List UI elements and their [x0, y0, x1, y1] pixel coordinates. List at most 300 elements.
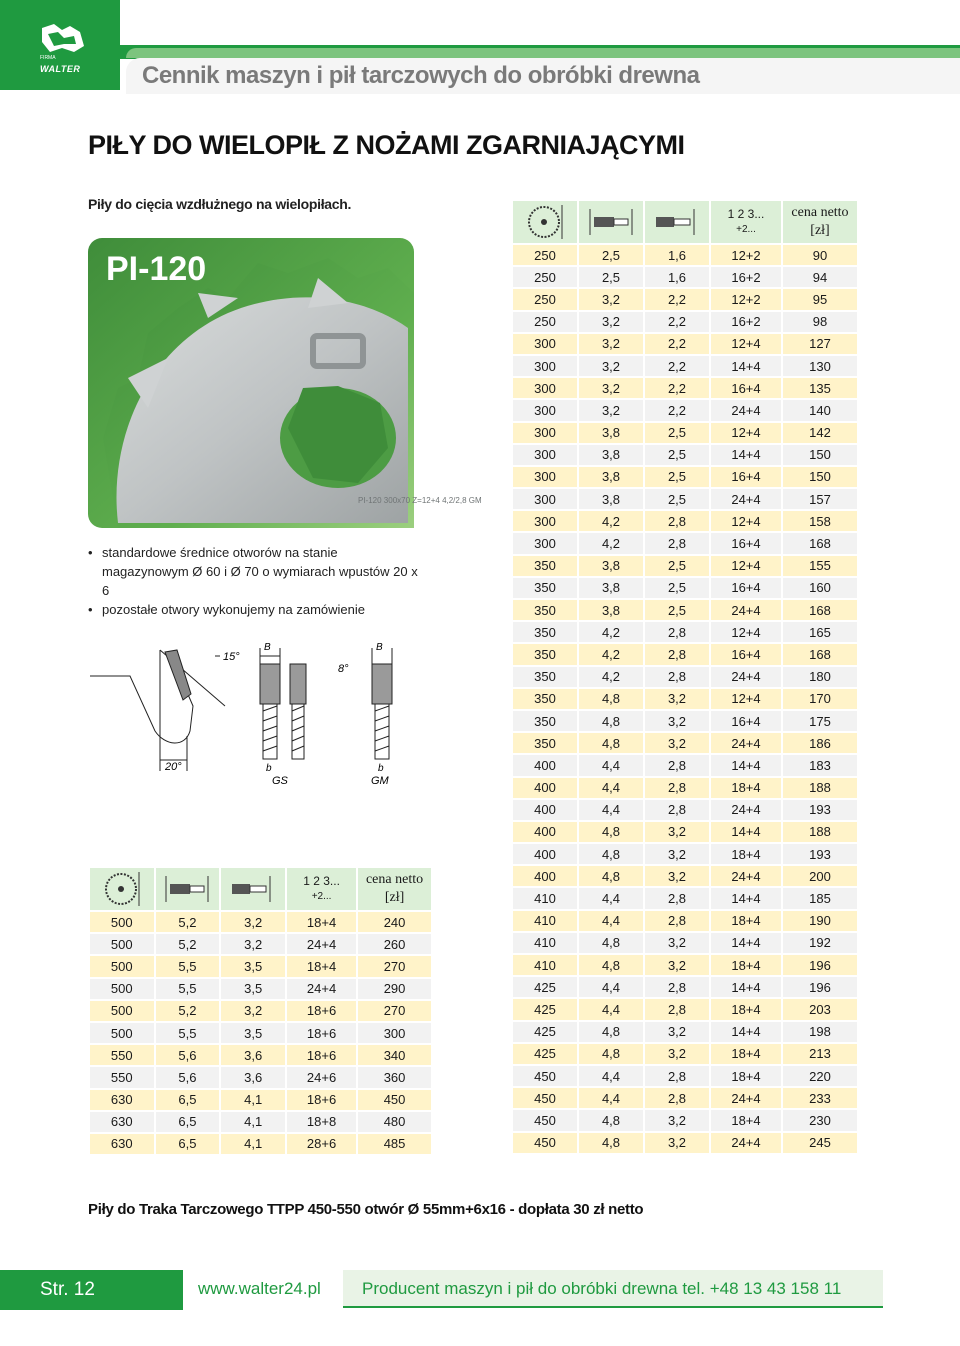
cell-teeth: 24+4	[711, 1133, 781, 1153]
cell-price: 233	[783, 1088, 857, 1108]
cell-price: 158	[783, 511, 857, 531]
cell-diameter: 425	[513, 1022, 577, 1042]
teeth-count-icon: 1 2 3... +2...	[303, 874, 340, 902]
cell-body: 4,1	[221, 1090, 285, 1110]
table-row	[513, 667, 857, 687]
header-teeth	[711, 201, 781, 243]
cell-teeth: 28+6	[287, 1134, 356, 1154]
cell-diameter: 410	[513, 933, 577, 953]
header-price: cena netto [zł]	[783, 201, 857, 243]
table-row	[513, 911, 857, 931]
cell-diameter: 400	[513, 800, 577, 820]
kerf-width-icon	[160, 874, 214, 904]
cell-body: 3,2	[221, 1001, 285, 1021]
cell-price: 127	[783, 334, 857, 354]
walter-logo[interactable]	[0, 0, 120, 90]
cell-teeth: 24+4	[711, 733, 781, 753]
cell-body: 2,8	[645, 511, 709, 531]
cell-kerf: 4,8	[579, 844, 643, 864]
cell-kerf: 4,2	[579, 511, 643, 531]
cell-teeth: 24+4	[711, 800, 781, 820]
cell-teeth: 14+4	[711, 888, 781, 908]
cell-teeth: 12+4	[711, 511, 781, 531]
cell-price: 168	[783, 644, 857, 664]
cell-kerf: 4,4	[579, 888, 643, 908]
cell-price: 98	[783, 312, 857, 332]
cell-teeth: 14+4	[711, 977, 781, 997]
cell-price: 220	[783, 1066, 857, 1086]
cell-price: 245	[783, 1133, 857, 1153]
cell-body: 3,2	[645, 844, 709, 864]
cell-price: 95	[783, 289, 857, 309]
cell-kerf: 5,2	[156, 912, 220, 932]
cell-body: 3,2	[645, 711, 709, 731]
table-row	[90, 934, 431, 954]
cell-diameter: 350	[513, 622, 577, 642]
cell-teeth: 16+4	[711, 467, 781, 487]
cell-diameter: 550	[90, 1067, 154, 1087]
table-row	[90, 1067, 431, 1087]
cell-price: 188	[783, 822, 857, 842]
table-row	[513, 533, 857, 553]
cell-kerf: 4,8	[579, 1110, 643, 1130]
cell-kerf: 4,4	[579, 755, 643, 775]
cell-teeth: 14+4	[711, 822, 781, 842]
cell-body: 4,1	[221, 1112, 285, 1132]
cell-teeth: 18+4	[287, 956, 356, 976]
cell-diameter: 350	[513, 667, 577, 687]
header-kerf	[579, 201, 643, 243]
cell-diameter: 300	[513, 489, 577, 509]
cell-diameter: 300	[513, 423, 577, 443]
header-kerf	[156, 868, 220, 910]
cell-kerf: 3,8	[579, 600, 643, 620]
cell-kerf: 2,5	[579, 245, 643, 265]
table-row	[90, 1134, 431, 1154]
dim-label: B	[264, 642, 271, 653]
cell-diameter: 425	[513, 977, 577, 997]
price-table-large	[88, 866, 433, 1156]
cell-kerf: 4,8	[579, 733, 643, 753]
cell-body: 3,2	[645, 822, 709, 842]
cell-diameter: 350	[513, 689, 577, 709]
table-row	[513, 866, 857, 886]
table-row	[513, 755, 857, 775]
cell-body: 2,2	[645, 334, 709, 354]
cell-price: 198	[783, 1022, 857, 1042]
cell-price: 480	[358, 1112, 431, 1132]
cell-body: 3,2	[645, 955, 709, 975]
table-row	[90, 956, 431, 976]
cell-kerf: 4,8	[579, 822, 643, 842]
cell-diameter: 630	[90, 1134, 154, 1154]
cell-teeth: 18+4	[287, 912, 356, 932]
table-row	[90, 1001, 431, 1021]
cell-kerf: 5,2	[156, 1001, 220, 1021]
cell-teeth: 12+4	[711, 622, 781, 642]
cell-kerf: 3,8	[579, 423, 643, 443]
cell-teeth: 12+4	[711, 689, 781, 709]
table-row	[513, 334, 857, 354]
cell-price: 90	[783, 245, 857, 265]
cell-body: 2,5	[645, 445, 709, 465]
cell-kerf: 5,5	[156, 1023, 220, 1043]
cell-teeth: 14+4	[711, 1022, 781, 1042]
cell-price: 150	[783, 467, 857, 487]
cell-teeth: 18+4	[711, 955, 781, 975]
angle-label: 8°	[338, 663, 349, 675]
cell-body: 2,8	[645, 1088, 709, 1108]
cell-diameter: 400	[513, 844, 577, 864]
table-row	[513, 423, 857, 443]
cell-kerf: 4,8	[579, 689, 643, 709]
cell-body: 3,2	[221, 912, 285, 932]
cell-diameter: 300	[513, 356, 577, 376]
cell-kerf: 3,2	[579, 400, 643, 420]
cell-body: 3,2	[645, 866, 709, 886]
cell-teeth: 16+4	[711, 533, 781, 553]
cell-kerf: 4,8	[579, 955, 643, 975]
cell-diameter: 410	[513, 911, 577, 931]
section-heading: PIŁY DO WIELOPIŁ Z NOŻAMI ZGARNIAJĄCYMI	[88, 130, 685, 160]
cell-kerf: 5,6	[156, 1045, 220, 1065]
cell-diameter: 250	[513, 267, 577, 287]
table-row	[513, 556, 857, 576]
cell-price: 360	[358, 1067, 431, 1087]
cell-price: 160	[783, 578, 857, 598]
cell-teeth: 12+4	[711, 556, 781, 576]
table-row	[513, 445, 857, 465]
cell-kerf: 4,4	[579, 800, 643, 820]
cell-diameter: 450	[513, 1066, 577, 1086]
cell-diameter: 450	[513, 1133, 577, 1153]
cell-price: 300	[358, 1023, 431, 1043]
cell-kerf: 4,4	[579, 911, 643, 931]
cell-kerf: 3,2	[579, 356, 643, 376]
cell-body: 2,8	[645, 755, 709, 775]
cell-body: 1,6	[645, 245, 709, 265]
cell-kerf: 5,2	[156, 934, 220, 954]
table-row	[513, 822, 857, 842]
cell-diameter: 500	[90, 979, 154, 999]
header-tab-edge	[126, 48, 960, 58]
cell-price: 240	[358, 912, 431, 932]
header-body	[221, 868, 285, 910]
cell-teeth: 18+4	[711, 844, 781, 864]
cell-teeth: 16+4	[711, 644, 781, 664]
cell-teeth: 18+4	[711, 1044, 781, 1064]
cell-diameter: 350	[513, 711, 577, 731]
header-teeth	[287, 868, 356, 910]
body-thickness-icon	[226, 874, 280, 904]
cell-kerf: 4,8	[579, 1044, 643, 1064]
table-row	[513, 644, 857, 664]
cell-price: 196	[783, 977, 857, 997]
cell-kerf: 5,6	[156, 1067, 220, 1087]
cell-diameter: 630	[90, 1090, 154, 1110]
cell-diameter: 425	[513, 999, 577, 1019]
table-row	[513, 289, 857, 309]
gs-label: GS	[272, 775, 288, 787]
cell-body: 1,6	[645, 267, 709, 287]
page-number: Str. 12	[40, 1279, 95, 1300]
cell-kerf: 6,5	[156, 1112, 220, 1132]
cell-body: 2,8	[645, 999, 709, 1019]
table-row	[513, 400, 857, 420]
footer-page-box	[0, 1270, 183, 1310]
cell-teeth: 18+4	[711, 911, 781, 931]
table-row	[513, 955, 857, 975]
cell-price: 450	[358, 1090, 431, 1110]
table-row	[513, 245, 857, 265]
table-row	[513, 578, 857, 598]
cell-body: 2,5	[645, 467, 709, 487]
cell-diameter: 300	[513, 334, 577, 354]
table-row	[513, 711, 857, 731]
saw-blade-icon	[522, 202, 568, 242]
cell-price: 192	[783, 933, 857, 953]
cell-diameter: 250	[513, 289, 577, 309]
cell-teeth: 14+4	[711, 356, 781, 376]
website-link[interactable]: www.walter24.pl	[198, 1279, 321, 1298]
dim-label: B	[376, 642, 383, 653]
cell-body: 2,5	[645, 556, 709, 576]
table-row	[90, 1023, 431, 1043]
header-diameter	[90, 868, 154, 910]
cell-kerf: 6,5	[156, 1134, 220, 1154]
table-row	[513, 489, 857, 509]
cell-teeth: 16+4	[711, 711, 781, 731]
cell-kerf: 4,4	[579, 999, 643, 1019]
cell-teeth: 18+4	[711, 999, 781, 1019]
cell-body: 2,5	[645, 578, 709, 598]
cell-price: 270	[358, 956, 431, 976]
cell-diameter: 500	[90, 934, 154, 954]
cell-teeth: 18+8	[287, 1112, 356, 1132]
cell-teeth: 24+4	[711, 600, 781, 620]
cell-teeth: 18+6	[287, 1045, 356, 1065]
cell-body: 3,2	[645, 1110, 709, 1130]
cell-diameter: 350	[513, 578, 577, 598]
cell-diameter: 350	[513, 644, 577, 664]
cell-diameter: 425	[513, 1044, 577, 1064]
cell-body: 2,2	[645, 289, 709, 309]
cell-price: 165	[783, 622, 857, 642]
cell-diameter: 250	[513, 245, 577, 265]
table-row	[513, 1022, 857, 1042]
cell-body: 2,8	[645, 800, 709, 820]
cell-price: 186	[783, 733, 857, 753]
cell-price: 188	[783, 778, 857, 798]
cell-teeth: 24+4	[711, 1088, 781, 1108]
table-row	[513, 1044, 857, 1064]
table-row	[513, 689, 857, 709]
cell-price: 140	[783, 400, 857, 420]
cell-kerf: 4,8	[579, 933, 643, 953]
cell-diameter: 300	[513, 445, 577, 465]
teeth-count-icon: 1 2 3... +2...	[727, 207, 765, 235]
cell-body: 2,8	[645, 911, 709, 931]
table-row	[513, 467, 857, 487]
cell-kerf: 3,8	[579, 489, 643, 509]
cell-body: 3,5	[221, 956, 285, 976]
cell-body: 3,2	[645, 1133, 709, 1153]
cell-body: 3,2	[645, 1022, 709, 1042]
cell-body: 3,6	[221, 1045, 285, 1065]
dim-label: b	[378, 763, 384, 774]
cell-teeth: 16+4	[711, 378, 781, 398]
cell-body: 2,2	[645, 356, 709, 376]
section-subtitle: Piły do cięcia wzdłużnego na wielopiłach.	[88, 196, 352, 212]
cell-diameter: 350	[513, 733, 577, 753]
table-row	[513, 378, 857, 398]
page-title: Cennik maszyn i pił tarczowych do obróbki drewna	[142, 62, 700, 89]
cell-price: 190	[783, 911, 857, 931]
cell-teeth: 14+4	[711, 933, 781, 953]
cell-body: 3,5	[221, 1023, 285, 1043]
cell-teeth: 24+6	[287, 1067, 356, 1087]
cell-teeth: 24+4	[711, 400, 781, 420]
cell-price: 150	[783, 445, 857, 465]
cell-teeth: 24+4	[287, 979, 356, 999]
cell-teeth: 12+2	[711, 289, 781, 309]
cell-teeth: 18+4	[711, 1110, 781, 1130]
cell-kerf: 4,2	[579, 644, 643, 664]
cell-kerf: 4,4	[579, 977, 643, 997]
header-price: cena netto [zł]	[358, 868, 431, 910]
table-row	[90, 912, 431, 932]
table-row	[513, 312, 857, 332]
cell-diameter: 400	[513, 822, 577, 842]
cell-kerf: 2,5	[579, 267, 643, 287]
cell-teeth: 18+6	[287, 1001, 356, 1021]
table-row	[513, 933, 857, 953]
cell-diameter: 350	[513, 600, 577, 620]
cell-teeth: 12+4	[711, 334, 781, 354]
cell-price: 340	[358, 1045, 431, 1065]
table-row	[90, 1090, 431, 1110]
cell-body: 2,8	[645, 888, 709, 908]
cell-price: 168	[783, 533, 857, 553]
cell-kerf: 4,8	[579, 711, 643, 731]
cell-diameter: 500	[90, 956, 154, 976]
cell-teeth: 24+4	[711, 866, 781, 886]
cell-kerf: 3,8	[579, 467, 643, 487]
price-table-main	[511, 199, 859, 1155]
cell-teeth: 24+4	[711, 489, 781, 509]
cell-kerf: 4,4	[579, 1066, 643, 1086]
cell-kerf: 3,8	[579, 578, 643, 598]
cell-body: 2,5	[645, 600, 709, 620]
table-row	[90, 1112, 431, 1132]
cell-price: 193	[783, 800, 857, 820]
cell-teeth: 14+4	[711, 445, 781, 465]
cell-kerf: 3,2	[579, 378, 643, 398]
product-label: PI-120	[106, 250, 207, 288]
cell-price: 270	[358, 1001, 431, 1021]
feature-item: • standardowe średnice otworów na stanie magazynowym Ø 60 i Ø 70 o wymiarach wpustów 20 x 6	[88, 543, 418, 600]
cell-teeth: 16+2	[711, 267, 781, 287]
angle-label: 20°	[165, 761, 182, 773]
cell-diameter: 450	[513, 1110, 577, 1130]
cell-diameter: 410	[513, 888, 577, 908]
header-body	[645, 201, 709, 243]
cell-diameter: 630	[90, 1112, 154, 1132]
body-thickness-icon	[650, 207, 704, 237]
cell-teeth: 14+4	[711, 755, 781, 775]
cell-diameter: 300	[513, 511, 577, 531]
cell-price: 185	[783, 888, 857, 908]
logo-firma: FIRMA	[40, 55, 56, 61]
cell-kerf: 3,2	[579, 334, 643, 354]
cell-kerf: 4,2	[579, 533, 643, 553]
cell-price: 196	[783, 955, 857, 975]
cell-body: 2,8	[645, 644, 709, 664]
cell-price: 175	[783, 711, 857, 731]
angle-label: 15°	[223, 651, 240, 663]
cell-teeth: 12+2	[711, 245, 781, 265]
cell-body: 2,2	[645, 378, 709, 398]
cell-teeth: 18+4	[711, 1066, 781, 1086]
cell-body: 2,2	[645, 400, 709, 420]
cell-body: 2,2	[645, 312, 709, 332]
cell-diameter: 350	[513, 556, 577, 576]
cell-body: 3,2	[645, 689, 709, 709]
cell-teeth: 24+4	[287, 934, 356, 954]
cell-diameter: 410	[513, 955, 577, 975]
cell-body: 2,8	[645, 533, 709, 553]
cell-kerf: 5,5	[156, 956, 220, 976]
page-header	[0, 0, 960, 90]
cell-diameter: 250	[513, 312, 577, 332]
table-row	[513, 1133, 857, 1153]
table-row	[513, 511, 857, 531]
cell-price: 213	[783, 1044, 857, 1064]
cell-price: 485	[358, 1134, 431, 1154]
footer-tagline: Producent maszyn i pił do obróbki drewna tel. +48 13 43 158 11	[362, 1279, 842, 1298]
cell-price: 157	[783, 489, 857, 509]
cell-diameter: 400	[513, 778, 577, 798]
saw-blade-stamp: PI-120 300x70 Z=12+4 4,2/2,8 GM	[358, 496, 482, 505]
bottom-note: Piły do Traka Tarczowego TTPP 450-550 otwór Ø 55mm+6x16 - dopłata 30 zł netto	[88, 1201, 644, 1218]
cell-diameter: 300	[513, 467, 577, 487]
cell-diameter: 400	[513, 866, 577, 886]
cell-price: 94	[783, 267, 857, 287]
cell-price: 135	[783, 378, 857, 398]
cell-body: 3,2	[645, 933, 709, 953]
cell-kerf: 4,8	[579, 1022, 643, 1042]
table-row	[513, 1088, 857, 1108]
cell-price: 183	[783, 755, 857, 775]
cell-body: 2,8	[645, 778, 709, 798]
cell-body: 2,5	[645, 489, 709, 509]
cell-teeth: 18+6	[287, 1090, 356, 1110]
saw-blade-icon	[99, 869, 145, 909]
logo-name: WALTER	[40, 64, 81, 74]
cell-kerf: 4,8	[579, 1133, 643, 1153]
cell-kerf: 3,2	[579, 289, 643, 309]
table-row	[513, 1066, 857, 1086]
cell-diameter: 500	[90, 912, 154, 932]
cell-kerf: 4,4	[579, 1088, 643, 1108]
cell-body: 3,2	[221, 934, 285, 954]
table-row	[513, 600, 857, 620]
cell-teeth: 12+4	[711, 423, 781, 443]
tooth-geometry-drawing	[85, 636, 420, 796]
table-header-row	[513, 201, 857, 243]
feature-list	[88, 543, 418, 619]
table-row	[513, 800, 857, 820]
